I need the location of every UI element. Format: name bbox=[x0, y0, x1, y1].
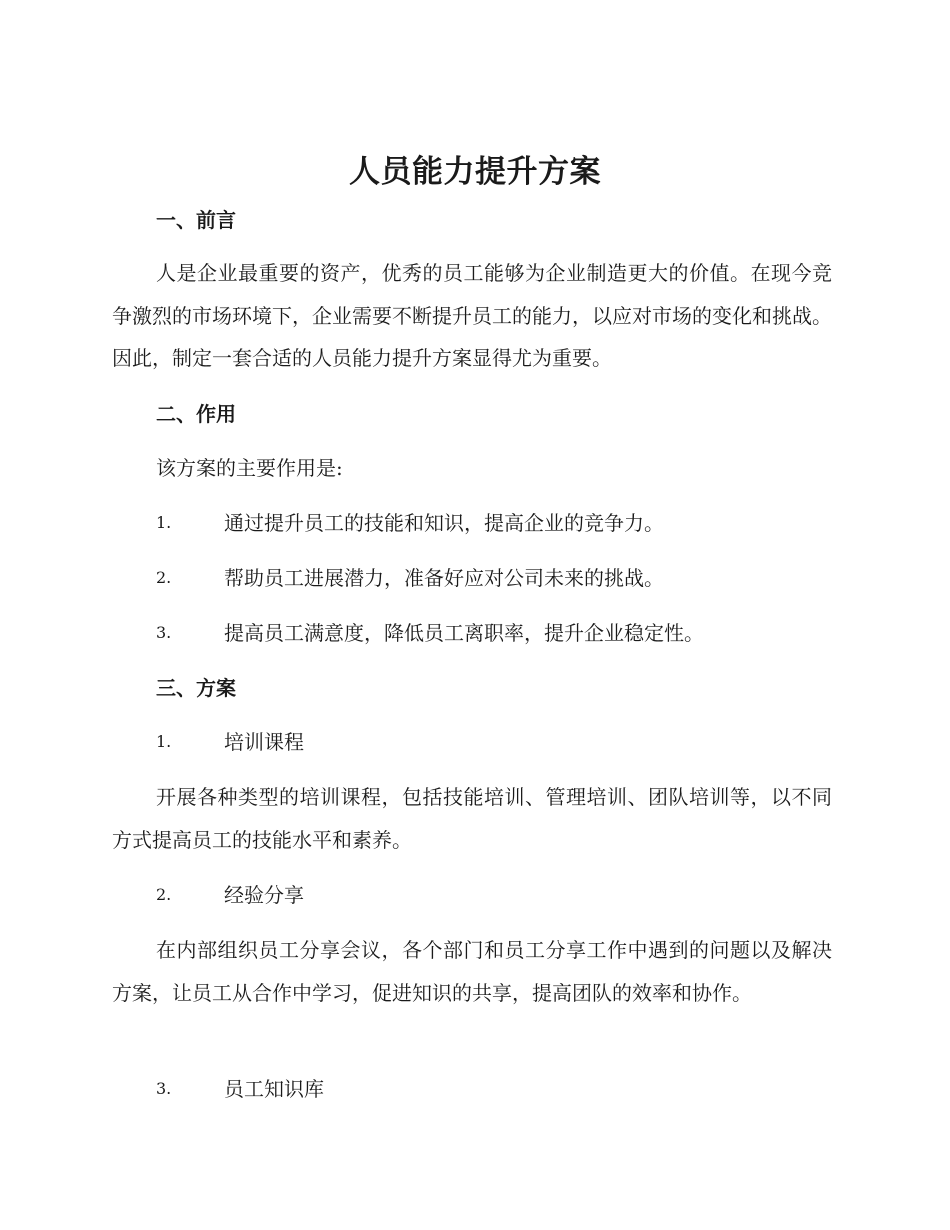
list-item-number: 1. bbox=[156, 732, 172, 751]
section-heading-preface: 一、前言 bbox=[156, 208, 236, 232]
section-heading-plan: 三、方案 bbox=[156, 676, 236, 700]
purpose-intro: 该方案的主要作用是: bbox=[156, 456, 343, 480]
list-item-text: 经验分享 bbox=[224, 883, 304, 907]
preface-paragraph: 人是企业最重要的资产，优秀的员工能够为企业制造更大的价值。在现今竞争激烈的市场环境下，企业需要不断提升员工的能力，以应对市场的变化和挑战。因此，制定一套合适的人员能力提升方案显得尤为重要。 bbox=[112, 261, 832, 370]
list-item-text: 通过提升员工的技能和知识，提高企业的竞争力。 bbox=[224, 511, 664, 535]
page-title: 人员能力提升方案 bbox=[349, 154, 601, 190]
list-item-number: 2. bbox=[156, 568, 172, 587]
list-item-text: 提高员工满意度，降低员工离职率，提升企业稳定性。 bbox=[224, 621, 704, 645]
list-item-text: 培训课程 bbox=[224, 730, 304, 754]
list-item-number: 3. bbox=[156, 623, 172, 642]
list-item-number: 1. bbox=[156, 513, 172, 532]
training-paragraph: 开展各种类型的培训课程，包括技能培训、管理培训、团队培训等，以不同方式提高员工的技能水平和素养。 bbox=[112, 785, 832, 852]
list-item-number: 3. bbox=[156, 1079, 172, 1098]
list-item-text: 员工知识库 bbox=[224, 1077, 324, 1101]
section-heading-purpose: 二、作用 bbox=[156, 402, 236, 426]
experience-paragraph: 在内部组织员工分享会议，各个部门和员工分享工作中遇到的问题以及解决方案，让员工从合作中学习，促进知识的共享，提高团队的效率和协作。 bbox=[112, 938, 832, 1005]
list-item-number: 2. bbox=[156, 885, 172, 904]
list-item-text: 帮助员工进展潜力，准备好应对公司未来的挑战。 bbox=[224, 566, 664, 590]
